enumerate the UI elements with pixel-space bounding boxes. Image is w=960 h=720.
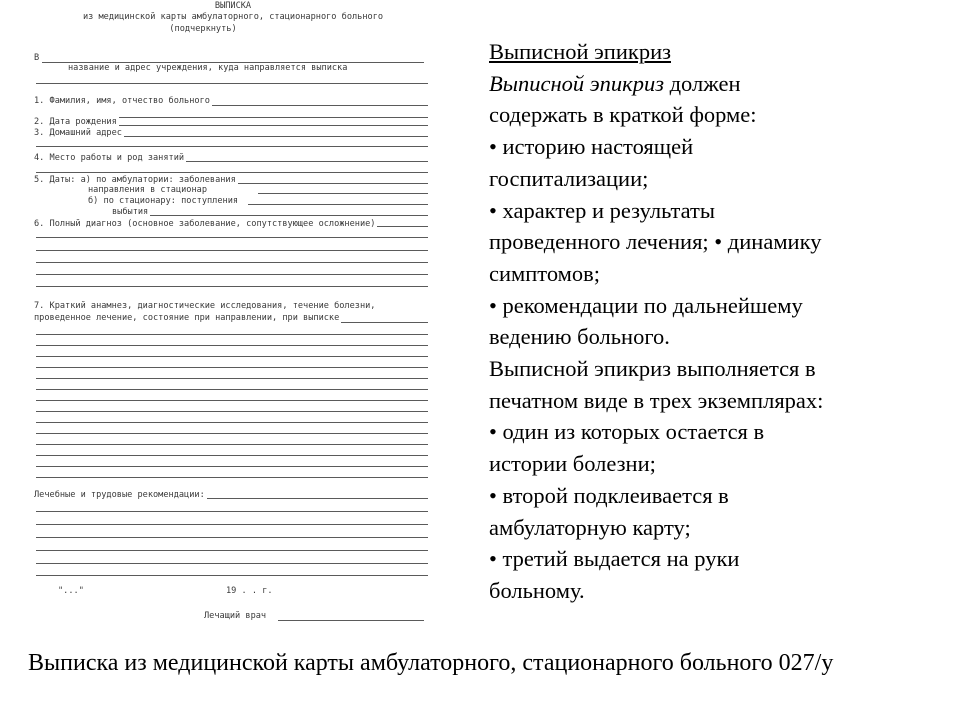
form-field-birth: 2. Дата рождения — [34, 117, 117, 127]
form-signature-line — [278, 620, 424, 621]
description-line: • второй подклеивается в — [489, 482, 729, 508]
description-heading: Выписной эпикриз — [489, 39, 671, 64]
form-line — [36, 250, 428, 251]
form-line — [36, 550, 428, 551]
description-lead-rest: должен — [663, 70, 741, 96]
form-field-dates: 5. Даты: а) по амбулатории: заболевания — [34, 175, 236, 185]
form-field-recommendations: Лечебные и трудовые рекомендации: — [34, 490, 205, 500]
form-field-address: 3. Домашний адрес — [34, 128, 122, 138]
description-line: • историю настоящей — [489, 134, 694, 160]
description-line: • третий выдается на руки — [489, 546, 740, 572]
description-line: больному. — [489, 577, 585, 603]
form-field-work: 4. Место работы и род занятий — [34, 153, 185, 163]
description-line: • один из которых остается в — [489, 419, 765, 445]
form-underline-hint: (подчеркнуть) — [169, 24, 237, 34]
description-line: содержать в краткой форме: — [489, 102, 757, 128]
form-line — [36, 422, 428, 423]
form-line — [36, 400, 428, 401]
description-line: проведенного лечения; • динамику — [489, 229, 822, 255]
description-line: • характер и результаты — [489, 197, 715, 223]
form-field-anamnesis-1: 7. Краткий анамнез, диагностические исследования, течение болезни, — [34, 301, 376, 311]
description-line: симптомов; — [489, 260, 601, 286]
description-line: печатном виде в трех экземплярах: — [489, 387, 824, 413]
form-line — [36, 286, 428, 287]
form-line — [36, 411, 428, 412]
form-field-dates-referral: направления в стационар — [88, 185, 207, 195]
description-line: ведению больного. — [489, 324, 670, 350]
form-line — [36, 455, 428, 456]
form-line — [36, 356, 428, 357]
form-line — [36, 378, 428, 379]
form-line — [138, 215, 428, 216]
form-field-diagnosis: 6. Полный диагноз (основное заболевание, сопутствующее осложнение) — [34, 219, 376, 229]
form-line — [36, 237, 428, 238]
form-title: ВЫПИСКА — [214, 1, 252, 11]
form-line — [248, 204, 428, 205]
form-line — [258, 193, 428, 194]
description-line: • рекомендации по дальнейшему — [489, 292, 803, 318]
form-line — [36, 262, 428, 263]
form-line — [36, 537, 428, 538]
form-line — [36, 563, 428, 564]
form-subtitle: из медицинской карты амбулаторного, стационарного больного — [82, 12, 384, 22]
form-field-anamnesis-2: проведенное лечение, состояние при направлении, при выписке — [34, 313, 340, 323]
form-line — [36, 274, 428, 275]
form-field-dates-discharge: выбытия — [112, 207, 149, 217]
description-line: Выписной эпикриз выполняется в — [489, 356, 816, 382]
form-institution-hint: название и адрес учреждения, куда направляется выписка — [68, 63, 348, 73]
form-line — [36, 575, 428, 576]
form-line — [36, 389, 428, 390]
form-line — [36, 444, 428, 445]
description-line: амбулаторную карту; — [489, 514, 691, 540]
form-field-dates-hospital: б) по стационару: поступления — [88, 196, 239, 206]
form-line — [36, 345, 428, 346]
form-line — [36, 367, 428, 368]
discharge-summary-description — [489, 36, 929, 607]
slide-caption: Выписка из медицинской карты амбулаторного, стационарного больного 027/у — [28, 650, 834, 676]
description-line: госпитализации; — [489, 165, 649, 191]
form-field-name: 1. Фамилия, имя, отчество больного — [34, 96, 210, 106]
discharge-form-scan — [28, 0, 438, 630]
form-date-quote: "..." — [58, 586, 84, 596]
description-lead-italic: Выписной эпикриз — [489, 70, 664, 96]
description-line: истории болезни; — [489, 451, 656, 477]
form-line — [36, 334, 428, 335]
form-line — [36, 83, 428, 84]
form-date-year: 19 . . г. — [226, 586, 273, 596]
form-line — [36, 172, 428, 173]
form-line — [36, 524, 428, 525]
form-line — [36, 433, 428, 434]
form-line — [36, 466, 428, 467]
description-lead — [489, 68, 929, 100]
form-line — [36, 477, 428, 478]
form-line — [36, 511, 428, 512]
form-line — [36, 146, 428, 147]
form-doctor-label: Лечащий врач — [204, 611, 267, 621]
form-to-prefix: В — [34, 53, 40, 63]
